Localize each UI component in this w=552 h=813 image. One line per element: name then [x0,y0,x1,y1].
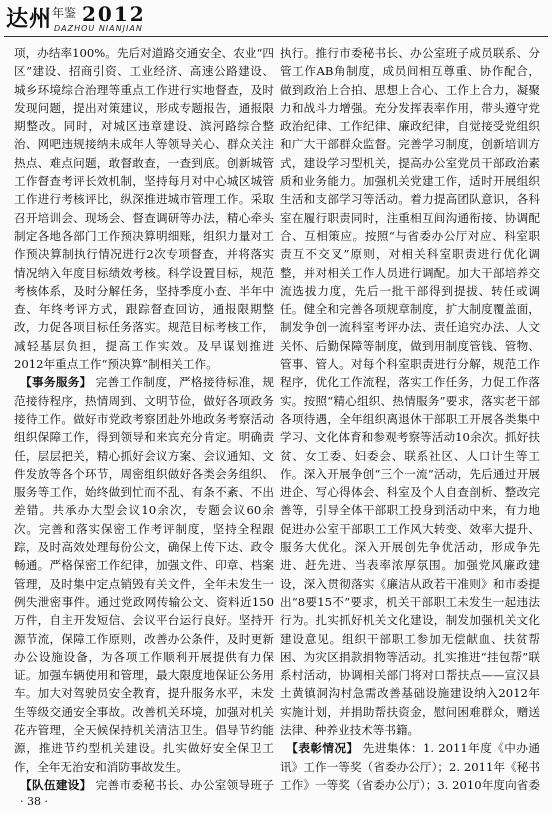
header-subtitle: 年鉴 [52,6,77,20]
header-english: DAZHOU NIANJIAN [54,24,143,33]
header-year: 2012 [82,2,146,26]
paragraph: 项，办结率100%。先后对道路交通安全、农业“四区”建设、招商引资、工业经济、高速公路建设、城乡环境综合治理等重点工作进行实地督查，及时发现问题，提出对策建议，形成专题报告，通报限期整改。同时，对城区违章建设、滨河路综合整治、网吧违规接纳未成年人等领导关心、群众关注热点、难点问题，敢督敢查，一查到底。创新城管工作督查考评长效机制，坚持每月对中心城区城管工作进行考核评比，纵深推进城市管理工作。采取召开培训会、现场会、督查调研等办法，精心牵头制定各地各部门工作预决算明细账，组织力量对工作预决算制执行情况进行2次专项督查，并将落实情况纳入年度目标绩效考核。科学设置目标，规范考核体系，及时分解任务，坚持季度小查、半年中查、年终考评方式，跟踪督查回访，通报限期整改，力促各项目标任务落实。规范目标考核工作，减轻基层负担，提高工作实效。及早谋划推进2012年重点工作“预决算”制相关工作。 [14,46,274,372]
section-tag-team: 【队伍建设】 [25,777,92,792]
header-rule [4,36,548,37]
section-tag-affairs: 【事务服务】 [25,375,92,390]
right-column [280,44,540,792]
header-title: 达州 [6,7,53,32]
paragraph: 执行。推行市委秘书长、办公室班子成员联系、分管工作AB角制度，成员间相互尊重、协作配合，做到政治上合拍、思想上合心、工作上合力，凝聚力和战斗力增强。充分发挥表率作用，带头遵守党政治纪律、工作纪律、廉政纪律，自觉接受党组织和广大干部群众监督。完善学习制度，创新培训方式，建设学习型机关，提高办公室党员干部政治素质和业务能力。加强机关党建工作，适时开展组织生活和支部学习等活动。着力提高团队意识，各科室在履行职责同时，注重相互间沟通衔接、协调配合、互相策应。按照“与省委办公厅对应、科室职责互不交叉”原则，对相关科室职责进行优化调整，并对相关工作人员进行调配。加大干部培养交流选拔力度，先后一批干部得到提拔、转任或调任。健全和完善各项规章制度，扩大制度覆盖面，制发争创一流科室考评办法、责任追究办法、人文关怀、后勤保障等制度，做到用制度管钱、管物、管事、管人。对每个科室职责进行分解，规范工作程序，优化工作流程，落实工作任务，力促工作落实。按照“精心组织、热情服务”要求，落实老干部各项待遇，全年组织离退休干部职工开展各类集中学习、文化体育和参观考察等活动10余次。抓好扶贫、女工委、妇委会、联系社区、人口计生等工作。深入开展争创“三个一流”活动，先后通过开展进企、写心得体会、科室及个人自查剖析、整改完善等，引导全体干部职工投身到活动中来，有力地促进办公室干部职工工作风大转变、效率大提升、服务大优化。深入开展创先争优活动，形成争先进、赶先进、当表率浓厚氛围。加强党风廉政建设，深入贯彻落实《廉洁从政若干准则》和市委提出“8要15不”要求，机关干部职工未发生一起违法行为。扎实抓好机关文化建设，制发加强机关文化建设意见。组织干部职工参加无偿献血、扶贫帮困、为灾区捐款捐物等活动。扎实推进“挂包帮”联系村活动，协调相关部门将对口帮扶点——宣汉县土黄镇洞沟村急需改善基础设施建设纳入2012年实施计划，并捐助帮扶资金，慰问困难群众，赠送法律、种养业技术等书籍。 [280,46,540,737]
running-header [0,0,552,40]
page-number: · 38 · [20,795,48,808]
left-column [14,44,274,792]
paragraph: 【事务服务】 完善工作制度，严格接待标准，规范接待程序，热情周到、文明节俭，做好各项政务接待工作。做好市党政考察团赴外地政务考察活动组织保障工作，得到领导和来宾充分肯定。明确责任，层层把关，精心抓好会议方案、会议通知、文件发放等各个环节，周密组织做好各类会务组织、服务等工作，始终做到忙而不乱、有条不紊、不出差错。共承办大型会议10余次，专题会议60余次。完善和落实保密工作考评制度，坚持全程跟踪，及时高效处理每份公文，确保上传下达、政令畅通。严格保密工作纪律，加强文件、印章、档案管理，及时集中定点销毁有关文件，全年未发生一例失泄密事件。通过党政网传输公文、资料近150万件，自主开发短信、会议平台运行良好。坚持开源节流，保障工作原则，改善办公条件，及时更新办公设施设备，为各项工作顺利开展提供有力保证。加强车辆使用和管理，最大限度地保证公务用车。加大对驾驶员安全教育，提升服务水平，未发生等级交通安全事故。改善机关环境，加强对机关花卉管理，全天候保持机关清洁卫生。倡导节约能源，推进节约型机关建设。扎实做好安全保卫工作，全年无治安和消防事故发生。 [14,375,274,774]
paragraph: 【队伍建设】 完善市委秘书长、办公室领导班子 [25,777,274,792]
section-tag-awards: 【表彰情况】 [292,741,359,756]
paragraph: 【表彰情况】 先进集体：1. 2011年度《中办通讯》工作一等奖（省委办公厅）；2. 2011年《秘书工作》一等奖（省委办公厅）；3. 2010年度向省委 [280,741,540,792]
